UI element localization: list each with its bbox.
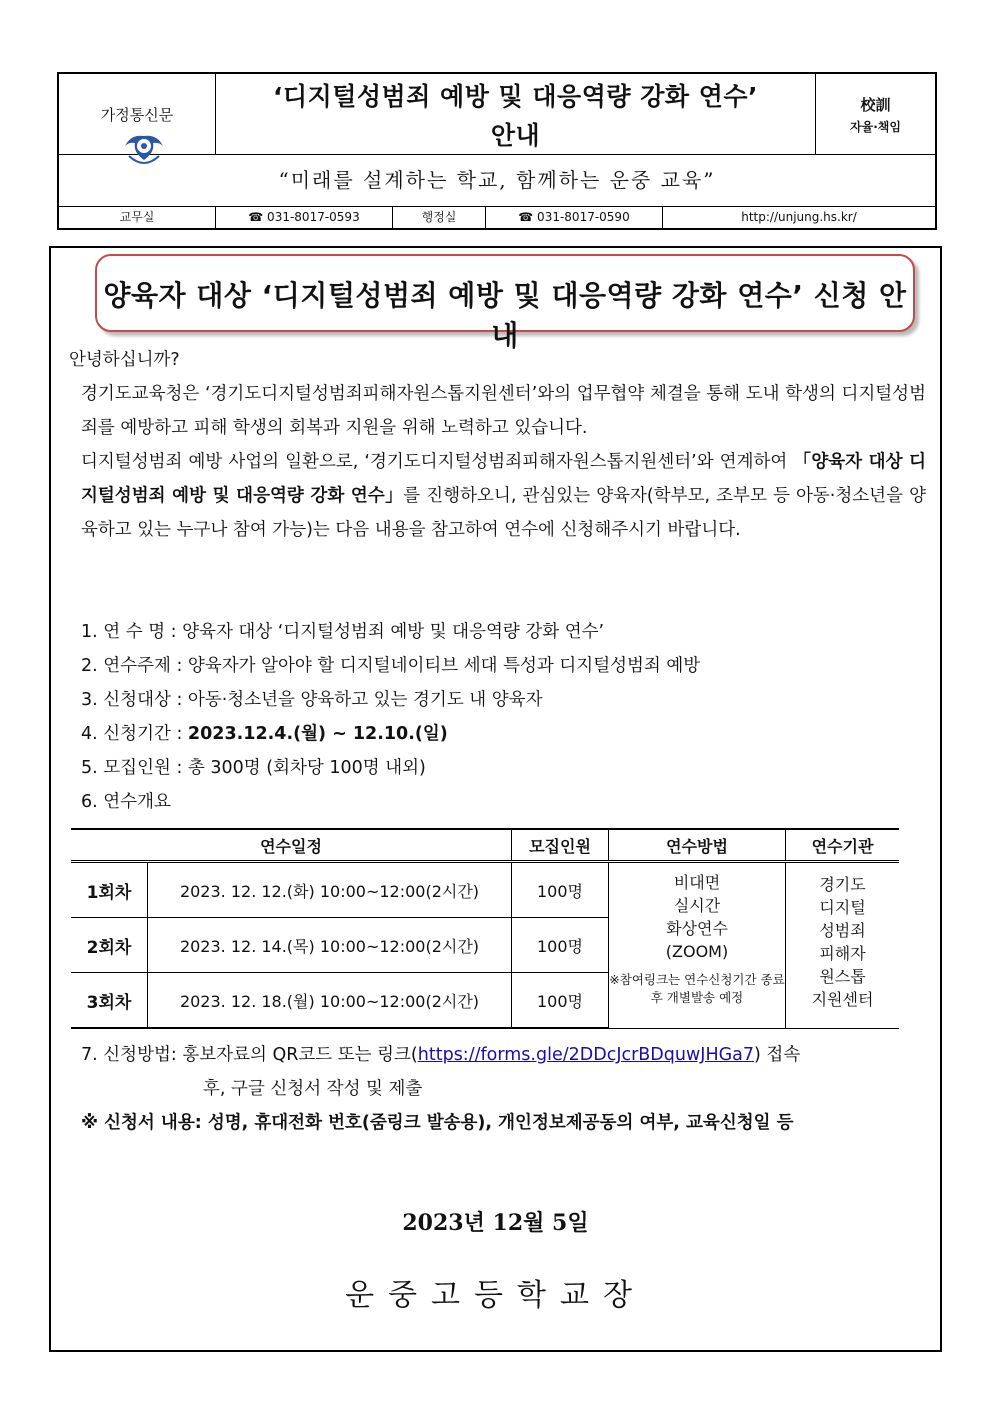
purpose-paragraph [81, 445, 926, 547]
col-header-method: 연수방법 [609, 829, 786, 862]
method-note: ※참여링크는 연수신청기간 종료후 개별발송 예정 [609, 972, 785, 1005]
list-item: 5. 모집인원 : 총 300명 (회차당 100명 내외) [81, 758, 426, 778]
greeting: 안녕하십니까? [69, 350, 180, 370]
header-title-line2: 안내 [490, 121, 541, 150]
list-item: 3. 신청대상 : 아동·청소년을 양육하고 있는 경기도 내 양육자 [81, 690, 543, 710]
banner-title: 양육자 대상 ‘디지털성범죄 예방 및 대응역량 강화 연수’ 신청 안내 [103, 279, 907, 352]
application-form-link[interactable]: https://forms.gle/2DDcJcrBDquwJHGa7 [417, 1045, 755, 1065]
col-header-count: 모집인원 [512, 829, 609, 862]
school-website[interactable]: http://unjung.hs.kr/ [741, 210, 857, 224]
count-cell: 100명 [512, 973, 609, 1029]
table-row [71, 862, 899, 918]
principal-signature: 운중고등학교장 [345, 1278, 646, 1313]
intro-paragraph: 경기도교육청은 ‘경기도디지털성범죄피해자원스톱지원센터’와의 업무협약 체결을 통해 도내 학생의 디지털성범죄를 예방하고 피해 학생의 회복과 지원을 위해 노력하고 있습니다. [81, 384, 926, 438]
header-title-line1: ‘디지털성범죄 예방 및 대응역량 강화 연수’ [272, 82, 759, 111]
school-motto-heading: 校訓 [860, 96, 891, 114]
purpose-text-a: 디지털성범죄 예방 사업의 일환으로, ‘경기도디지털성범죄피해자원스톱지원센터’와 연계하여 [81, 452, 794, 472]
col-header-org: 연수기관 [786, 829, 900, 862]
schedule-cell: 2023. 12. 18.(월) 10:00~12:00(2시간) [148, 973, 512, 1029]
motto-cell [815, 74, 935, 154]
slogan-row [59, 154, 935, 207]
office1-phone: ☎ 031-8017-0593 [216, 206, 393, 228]
header-top-row [59, 74, 935, 155]
office2-label: 행정실 [393, 206, 486, 228]
round-cell: 1회차 [71, 862, 148, 918]
col-header-schedule: 연수일정 [71, 829, 512, 862]
apply-method-cont: 후, 구글 신청서 작성 및 제출 [203, 1079, 423, 1099]
school-slogan: “미래를 설계하는 학교, 함께하는 운중 교육” [278, 168, 716, 192]
schedule-cell: 2023. 12. 12.(화) 10:00~12:00(2시간) [148, 862, 512, 918]
info-list [81, 615, 926, 819]
list-item: 6. 연수개요 [81, 792, 171, 812]
apply-text-b: ) 접속 [754, 1045, 801, 1065]
notice-body [49, 246, 942, 1352]
office1-label: 교무실 [59, 206, 216, 228]
title-cell [216, 74, 815, 154]
application-note: ※ 신청서 내용: 성명, 휴대전화 번호(줌링크 발송용), 개인정보제공동의 여부, 교육신청일 등 [81, 1113, 794, 1133]
title-banner [95, 254, 915, 352]
issue-date: 2023년 12월 5일 [402, 1210, 589, 1236]
overview-table [71, 828, 899, 1029]
list-item: 1. 연 수 명 : 양육자 대상 ‘디지털성범죄 예방 및 대응역량 강화 연수’ [81, 622, 605, 642]
count-cell: 100명 [512, 918, 609, 973]
list-item: 2. 연수주제 : 양육자가 알아야 할 디지털네이티브 세대 특성과 디지털성범죄 예방 [81, 656, 701, 676]
apply-label: 7. 신청방법: [81, 1045, 177, 1065]
school-motto: 자율·책임 [850, 120, 901, 134]
method-cell: 비대면 실시간 화상연수 (ZOOM) ※참여링크는 연수신청기간 종료후 개별발송 예정 [609, 862, 786, 1029]
newsletter-label-cell [59, 74, 216, 154]
office2-phone: ☎ 031-8017-0590 [486, 206, 663, 228]
contact-row [59, 206, 935, 228]
schedule-cell: 2023. 12. 14.(목) 10:00~12:00(2시간) [148, 918, 512, 973]
list-item: 4. 신청기간 : 2023.12.4.(월) ~ 12.10.(일) [81, 724, 448, 744]
program-name-bold: 「양육자 대상 디지털성범죄 예방 및 대응역량 강화 연수」 [81, 452, 926, 506]
newsletter-header [57, 72, 937, 230]
apply-text-a: 홍보자료의 QR코드 또는 링크( [182, 1045, 418, 1065]
org-cell: 경기도 디지털 성범죄 피해자 원스톱 지원센터 [786, 862, 900, 1029]
apply-method [81, 1038, 926, 1072]
newsletter-label: 가정통신문 [100, 106, 174, 124]
count-cell: 100명 [512, 862, 609, 918]
round-cell: 2회차 [71, 918, 148, 973]
round-cell: 3회차 [71, 973, 148, 1029]
purpose-text-b: 를 진행하오니, 관심있는 양육자(학부모, 조부모 등 아동·청소년을 양육하고 있는 누구나 참여 가능)는 다음 내용을 참고하여 연수에 신청해주시기 바랍니다. [81, 486, 926, 540]
